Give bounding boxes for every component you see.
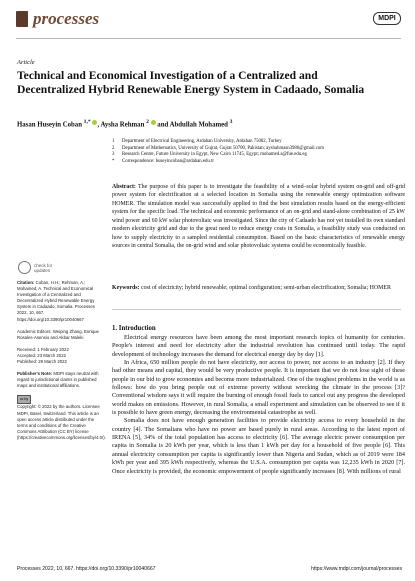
footer-journal-url[interactable]: https://www.mdpi.com/journal/processes [311,566,402,572]
section-heading: 1. Introduction [112,325,156,332]
author-name[interactable]: Hasan Huseyin Coban [17,121,82,129]
journal-logo-icon [16,11,28,27]
keywords [112,284,405,292]
author-affil-sup: 3 [229,119,233,125]
license-badge-row [17,395,103,404]
paragraph: Electrical energy resources have been among the most important research topics of humanity for centuries. People's interest and need for electricity after the industrial revolution has continued until today. The rapid development of technology increases the demand for electrical energy day by day [1]. [112,334,405,358]
author-list: Hasan Huseyin Coban $^{1,*}$ , Aysha Rehman $^2$ and Abdullah Mohamed $^3$ [17,119,233,129]
check-for-updates-icon[interactable] [18,261,31,274]
author-affil-sup: 2 [146,119,149,125]
footer-citation[interactable]: Processes 2022, 10, 667. https://doi.org/10.3390/pr10040667 [17,566,156,572]
abstract [112,183,405,251]
body-text [112,334,405,476]
header-divider [16,38,401,39]
received-date: Received: 1 February 2022 [17,346,69,352]
cc-license-icon[interactable]: cc by [17,395,31,404]
paragraph: In Africa, 650 million people do not have electricity, nor access to power, nor access to an industry [2]. If they had other means and capital, they would be very productive people. It is important that we do not lose sight of these people in our bid to grow economies and become more industrialized. One of the toughest problems in the world is as follows: how do you bring people out of extreme poverty without wrecking the climate in the process [3]? Conventional wisdom says it will require the burning of enough fossil fuels to cancel out any progress the developed world makes on emissions. However, in rural Somalia, a small experiment and simulation can be observed to see if it is possible to have green energy, decreasing the environmental catastrophe as well. [112,359,405,417]
sidebar [17,280,106,441]
affiliation-item: * Correspondence: huseyincoban@ardahan.edu.tr [112,158,214,164]
author-name[interactable]: Aysha Rehman [100,121,145,129]
article-type: Article [17,59,35,66]
copyright-notice: Copyright: © 2022 by the authors. Licensee MDPI, Basel, Switzerland. This article is an open access article distributed under the terms and conditions of the Creative Commons Attribution (CC BY) license (https://creativecommons.org/licenses/by/4.0/). [17,404,106,440]
affiliations [112,139,402,165]
affiliation-item: 2 Department of Mathematics, University of Gujrat, Gujrat 50700, Pakistan; ayshahmasn3986@gmail.com [112,145,324,151]
keywords-label: Keywords: [112,285,140,291]
abstract-label: Abstract: [112,184,136,190]
abstract-text: The purpose of this paper is to investigate the feasibility of a wind–solar hybrid system on-grid and off-grid power system for electrification at a selected location in Somalia using the renewable energy optimization software HOMER. The simulation model was successfully applied to find the best simulation results based on the energy-efficient system for the specific load. The technical and economic performance of an on-grid and stand-alone combination of 25 kW wind power and 60 kW solar photovoltaic was investigated. Since the city of Cadaado has not yet installed its own standard modern electricity grid and due to the great need to reduce energy costs in Somalia, a feasibility study was conducted on how to supply electricity to a sampled residential consumption. Based on the basic characteristics of renewable energy sources in central Somalia, the on-grid wind and solar photovoltaic systems could be economically feasible. [112,184,405,250]
paper-title: Technical and Economical Investigation of a Centralized and Decentralized Hybrid Renewable Energy System in Cadaado, Somalia [17,69,365,96]
affiliation-item: 1 Department of Electrical Engineering, Ardahan University, Ardahan 75002, Turkey [112,139,282,144]
section-divider [112,309,401,310]
orcid-icon[interactable] [151,120,156,125]
affiliation-item: 3 Research Centre, Future University in Egypt, New Cairo 11745, Egypt; mohamed.a@fue.edu.eg [112,152,307,157]
citation: Citation: Coban, H.H.; Rehman, A.; Mohamed, A. Technical and Economical Investigation of a Centralized and Decentralized Hybrid Renewable Energy System in Cadaado, Somalia. Processes 2022, 10, 667. https://doi.org/10.3390/pr10040667 [17,280,95,322]
academic-editors: Academic Editors: Weiping Zhang, Enrique Rosales-Asensio and Akbar Maleki [17,328,99,340]
orcid-icon[interactable] [92,120,97,125]
check-for-updates-label[interactable]: check for updates [34,263,53,273]
keywords-text: cost of electricity; hybrid renewable; optimal configuration; semi-urban electrification; Somalia; HOMER [140,285,391,291]
published-date: Published: 29 March 2022 [17,359,67,365]
author-affil-sup: 1,* [83,119,91,125]
author-name[interactable]: and Abdullah Mohamed [157,121,228,129]
paragraph: Somalia does not have enough generation facilities to provide electricity access to every household in the country [4]. The Somalians who have no power are based purely in rural areas. According to the latest report of IRENA [5], 34% of the total population has access to electricity [6]. The average electric power consumption per capita in Somalia is 20 kWh per year, which is less than 1 kWh per day for a household of five people [6]. This annual electricity consumption per capita is significantly lower than Nigeria and Sudan, which as of 2019 were 184 kWh per year and 395 kWh respectively, whereas the U.S.A. consumption per capita was 12,235 kWh in 2020 [7]. Once electricity is provided, the economic empowerment of people significantly increases [8]. With millions of rural [112,417,405,475]
publisher-logo: MDPI [373,12,401,25]
accepted-date: Accepted: 23 March 2022 [17,352,66,358]
journal-name: processes [33,9,100,28]
publisher-note: Publisher's Note: MDPI stays neutral with regard to jurisdictional claims in published maps and institutional affiliations. [17,371,99,389]
